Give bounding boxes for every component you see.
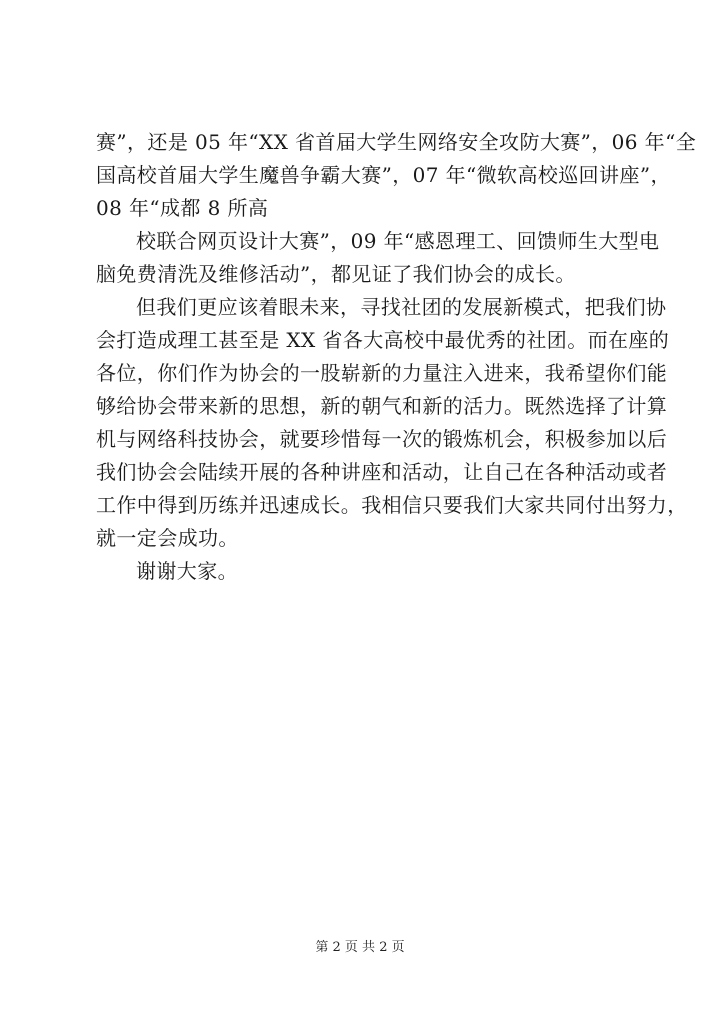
document-body: [96, 126, 697, 588]
paragraph-2-line-1: 校联合网页设计大赛”，09 年“感恩理工、回馈师生大型电: [136, 229, 660, 253]
paragraph-4-line-1: 谢谢大家。: [136, 559, 238, 583]
page-number-footer: 第 2 页 共 2 页: [315, 940, 405, 955]
paragraph-1-line-2: 国高校首届大学生魔兽争霸大赛”，07 年“微软高校巡回讲座”，: [96, 163, 671, 187]
paragraph-3-line-6: 我们协会会陆续开展的各种讲座和活动，让自己在各种活动或者: [96, 460, 668, 484]
paragraph-1-line-1: 赛”，还是 05 年“XX 省首届大学生网络安全攻防大赛”，06 年“全: [96, 130, 697, 154]
paragraph-3-line-7: 工作中得到历练并迅速成长。我相信只要我们大家共同付出努力，: [96, 493, 688, 517]
paragraph-3-line-1: 但我们更应该着眼未来，寻找社团的发展新模式，把我们协: [136, 295, 667, 319]
paragraph-2-line-2: 脑免费清洗及维修活动”，都见证了我们协会的成长。: [96, 262, 576, 286]
paragraph-3-line-4: 够给协会带来新的思想，新的朝气和新的活力。既然选择了计算: [96, 394, 668, 418]
paragraph-3-line-8: 就一定会成功。: [96, 526, 239, 550]
paragraph-3-line-3: 各位，你们作为协会的一股崭新的力量注入进来，我希望你们能: [96, 361, 668, 385]
paragraph-1-line-3: 08 年“成都 8 所高: [96, 196, 269, 220]
paragraph-3-line-2: 会打造成理工甚至是 XX 省各大高校中最优秀的社团。而在座的: [96, 328, 670, 352]
paragraph-3-line-5: 机与网络科技协会，就要珍惜每一次的锻炼机会，积极参加以后: [96, 427, 668, 451]
